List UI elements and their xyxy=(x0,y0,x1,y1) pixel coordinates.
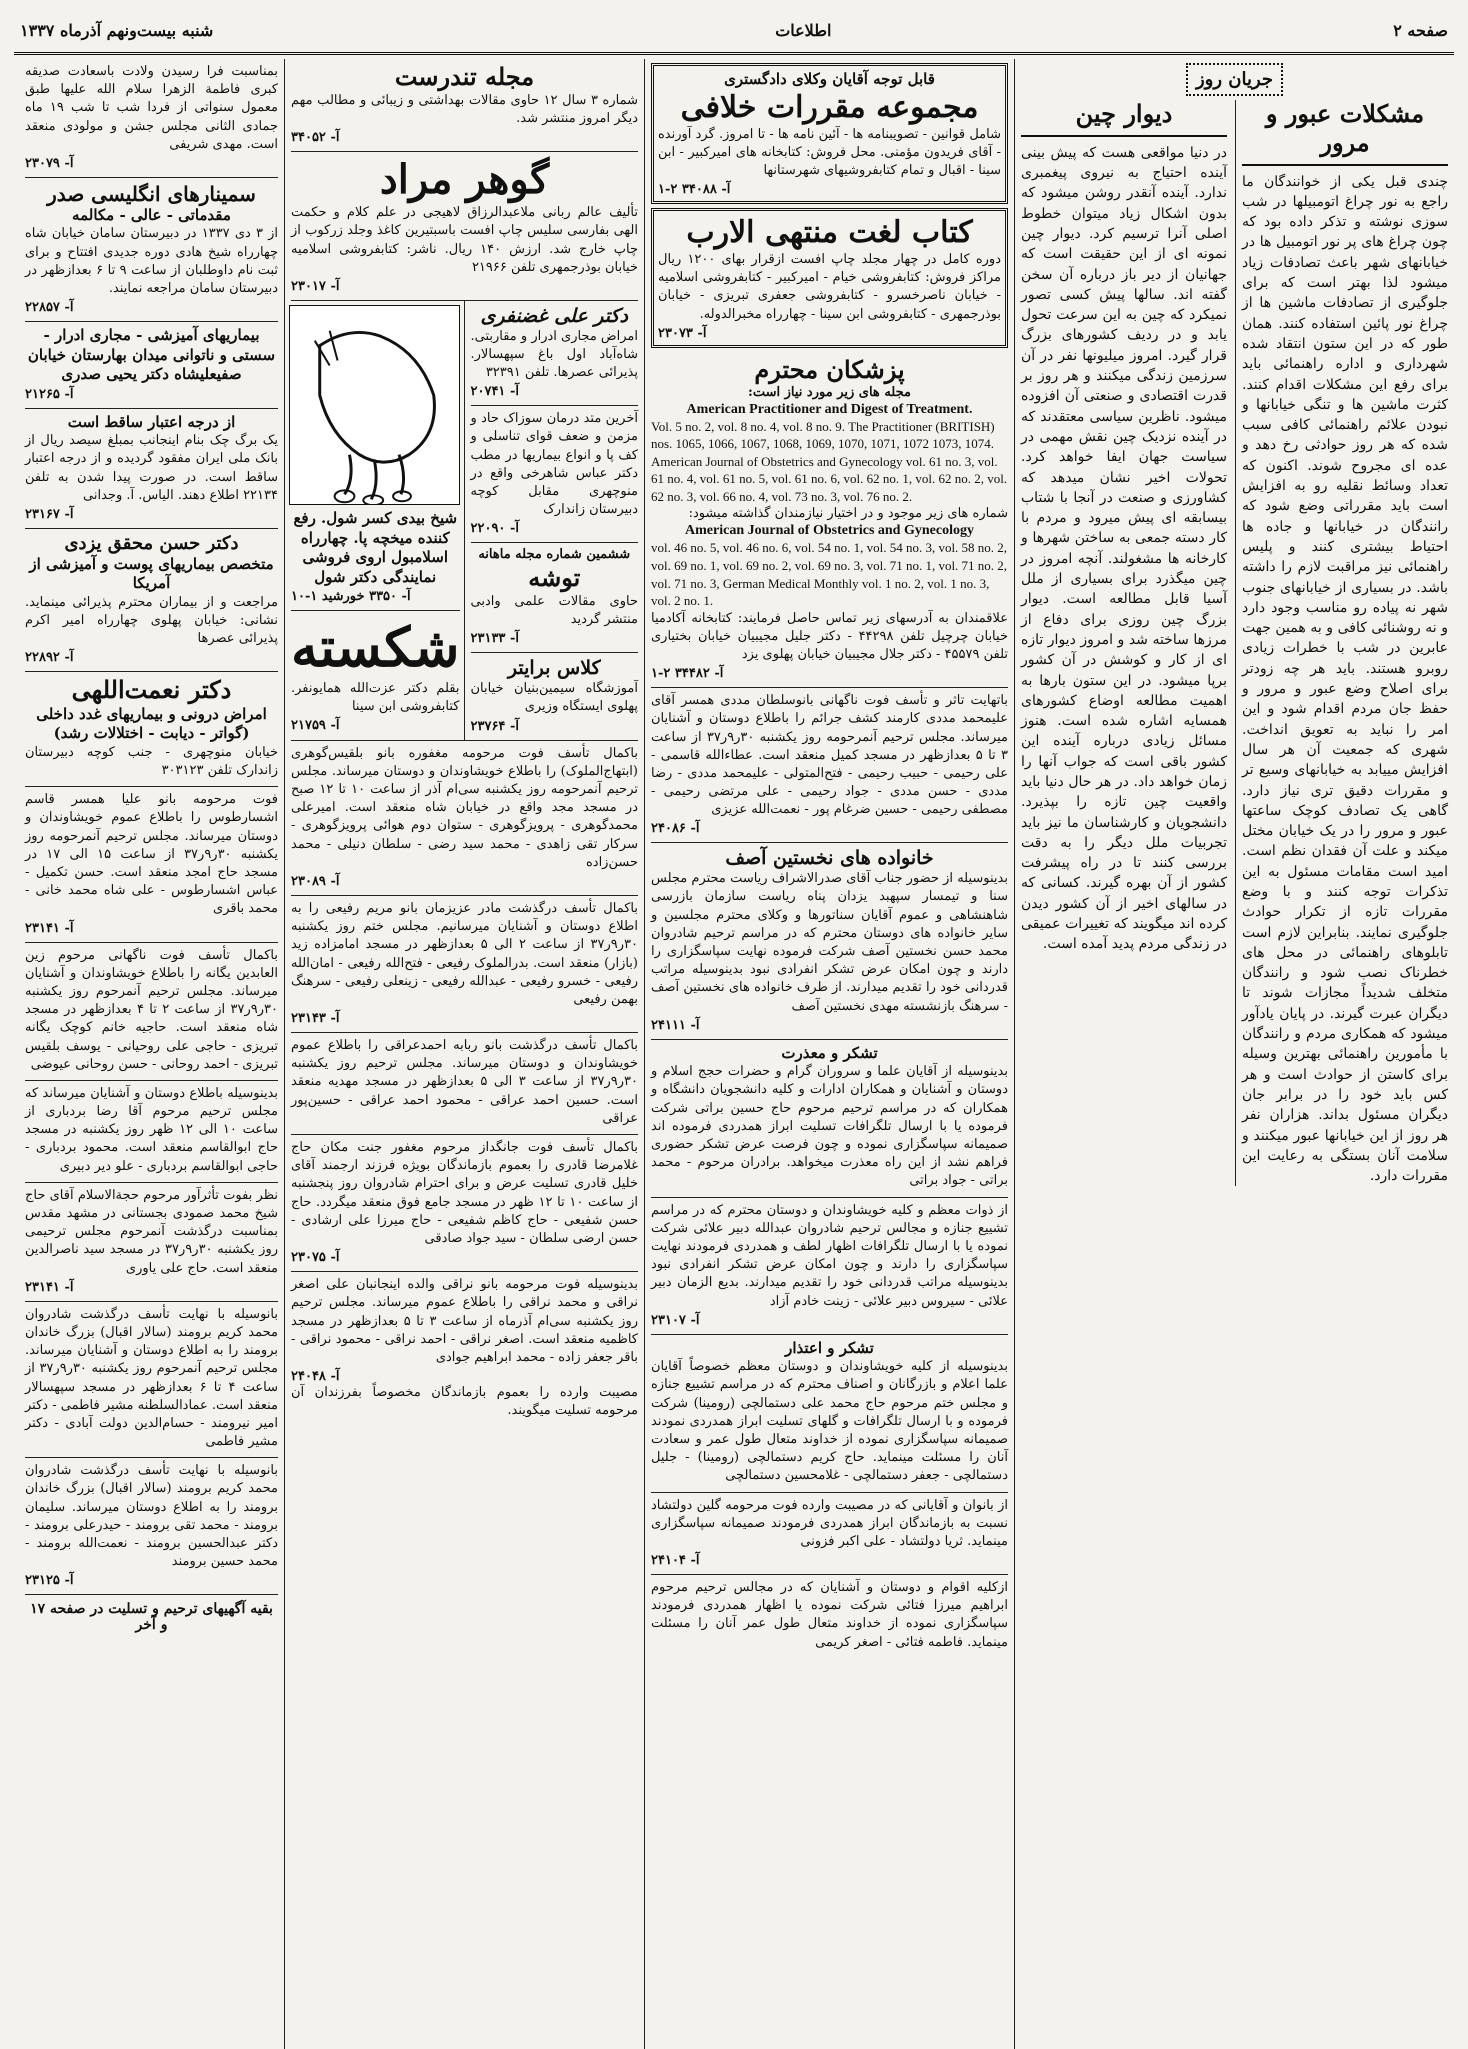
thanks-romina-title: تشکر و اعتذار xyxy=(785,1338,874,1357)
tushe-body: حاوی مقالات علمی وادبی منتشر گردید xyxy=(470,594,638,628)
doctors-ad xyxy=(651,352,1008,688)
class-ad xyxy=(471,653,639,739)
obituary-boroumand-2-text: بانوسیله با نهایت تأسف درگذشت شادروان محمد کریم برومند (سالار اقبال) بزرگ خاندان برومند را به اطلاع دوستان میرساند. سلیمان برومند - محمد تقی برومند - حیدرعلی برومند - دکتر عبدالحسین برومند - نعمت‌الله برومند - محمد حسین برومند xyxy=(25,1463,278,1570)
column-left-center xyxy=(284,59,644,2049)
shekaste-title: شکسته xyxy=(291,615,460,680)
thanks-romina-body: بدینوسیله از کلیه خویشاوندان و دوستان معظم خصوصاً آقایان علما اعلام و بازرگانان و اصناف محترم که در مراسم تشییع جنازه و مجلس ختم مرحوم حاج محمد علی دستمالچی (رومینا) شرکت فرموده و با ارسال تلگرافات و گلهای تسلیت ابراز همدردی نمودند صمیمانه سپاسگزاری نموده از خداوند متعال طول عمر و سعادت آنان را مسئلت مینماید. حاج کریم دستمالچی (رومینا) - جلیل دستمالچی - جعفر دستمالچی - غلامحسین دستمالچی xyxy=(651,1359,1008,1484)
english-title: سمینارهای انگلیسی صدر xyxy=(47,181,256,206)
health-code: آ- ۳۴۰۵۲ xyxy=(291,130,340,146)
foot-remedy-caption: شیخ بیدی کسر شول. رفع کننده میخچه پا. چهارراه اسلامبول اروی فروشی نمایندگی دکتر شول xyxy=(293,509,458,586)
celebration-notice xyxy=(25,59,278,178)
tushe-ad xyxy=(471,543,639,653)
obituary-gohari xyxy=(291,741,638,896)
obituary-rafiei-text: باکمال تأسف درگذشت مادر عزیزمان بانو مریم رفیعی را به اطلاع دوستان و آشنایان میرسانیم. مجلس ختم روز یکشنبه ۳۰ر۹ر۳۷ از ساعت ۲ الی ۵ بعدازظهر در مسجد امامزاده زید (بازار) منعقد است. بدرالملوک رفیعی - فتح‌الله رفیعی - امان‌الله رفیعی - خسرو رفیعی - عبدالله رفیعی - زینعلی رفیعی - سرهنگ بهمن رفیعی xyxy=(291,900,638,1007)
obituary-rafiei-code: آ- ۲۳۱۴۳ xyxy=(291,1011,340,1027)
tushe-code: آ- ۲۳۱۳۳ xyxy=(470,631,519,647)
english-subtitle: مقدماتی - عالی - مکالمه xyxy=(72,205,231,224)
cheque-void-notice xyxy=(25,409,278,529)
obituary-boroumand-1-text: بانوسیله با نهایت تأسف درگذشت شادروان محمد کریم برومند (سالار اقبال) بزرگ خاندان برومند را به اطلاع دوستان و آشنایان میرساند. مجلس ترحیم آنمرحوم روز یکشنبه ۳۰ر۹ر۳۷ از ساعت ۴ تا ۶ بعدازظهر در مسجد سپهسالار منعقد است. عمادالسلطنه مشیر فاطمی - دکتر امیر نیرومند - حسام‌الدین دولت آبادی - دکتر مشیر فاطمی xyxy=(25,1306,279,1450)
obituary-ghaderi-code: آ- ۲۳۰۷۵ xyxy=(291,1250,340,1266)
tushe-title: توشه xyxy=(528,563,581,593)
gohar-title: گوهر مراد xyxy=(379,156,550,204)
obituary-gohari-text: باکمال تأسف فوت مرحومه مغفوره بانو بلقیس‌گوهری (ابتهاج‌الملوک) را باطلاع خویشاوندان و دوستان میرساند. مجلس ترحیم آنمرحومه روز یکشنبه سی‌ام آذر از ساعت ۱۰ تا ۱۲ صبح در مسجد مجد واقع در خیابان شاه منعقد است. امیرعلی محمدگوهری - پرویزگوهری - ستوان دوم هوائی پرویزگوهری - سرکار تقی زاهدی - محمد سید رضی - سلطان دنیلی - محمد حسن‌زاده xyxy=(291,745,638,870)
nemat-body: خیابان منوچهری - جنب کوچه دبیرستان زاندارک تلفن ۳۰۳۱۲۳ xyxy=(25,744,278,779)
thanks-dowlatshad xyxy=(651,1493,1008,1576)
dictionary-body: دوره کامل در چهار مجلد چاپ افست ازقرار بهای ۱۲۰۰ ریال مراکز فروش: کتابفروشی خیام - امیرکبیر - کتابفروشی اسلامیه - خیابان ناصرخسرو - کتابفروشی جعفری تبریزی - خیابان بوذرجمهری - کتابفروشی ابن سینا - چهارراه مخبرالدوله. xyxy=(658,252,1001,322)
thanks-fatai xyxy=(651,1575,1008,1658)
traffic-title: مشکلات عبور و مرور xyxy=(1265,99,1425,157)
doctor-nematollahi-ad xyxy=(25,672,278,787)
urology-body: بیماریهای آمیزشی - مجاری ادرار - سستی و ناتوانی میدان بهارستان خیابان صفیعلیشاه دکتر یحیی صدری xyxy=(27,326,276,384)
gohar-book-ad xyxy=(291,152,638,301)
thanks-dabir xyxy=(651,1198,1008,1335)
thanks-barati-body: بدینوسیله از آقایان علما و سروران گرام و حضرات حجج اسلام و دوستان و آشنایان و همکاران ادارات و کلیه دانشجویان دانشگاه و همکاران که در مراسم ترحیم مرحوم حاج حسین براتی شرکت فرموده یا با ارسال تلگرافات تسلیت ابراز همدردی فرموده اند صمیمانه سپاسگزاری نموده و چون فرصت عرض تشکر حضوری فراهم نشد از این راه معذرت میخواهد. برادران مرحوم - محمد براتی - جواد براتی xyxy=(651,1064,1008,1189)
celebration-code: آ- ۲۳۰۷۹ xyxy=(25,155,74,171)
family-asef-title: خانواده های نخستین آصف xyxy=(725,847,934,870)
cheque-body: یک برگ چک بنام اینجانب بمبلغ سیصد ریال از بانک ملی ایران مفقود گردیده و از درجه اعتبار ساقط است. در صورت پیدا شدن به تلفن ۲۲۱۳۴ اطلاع دهند. الیاس. آ. وجدانی xyxy=(25,433,278,503)
foot-remedy-code: آ- ۳۳۵۰ خورشید ۱-۱۰ xyxy=(291,589,411,605)
obituary-boroumand-2 xyxy=(25,1458,278,1595)
doctors-middle: شماره های زیر موجود و در اختیار نیازمندان گذاشته میشود: xyxy=(688,506,1008,522)
obituary-ashsartus-text: فوت مرحومه بانو علیا همسر قاسم اشسارطوس را باطلاع عموم خویشاوندان و دوستان میرساند. مجلس ترحیم آنمرحومه روز یکشنبه ۳۰ر۹ر۳۷ از ساعت ۱۵ الی ۱۷ در مسجد حاج امجد منعقد است. حسن تکمیل - عباس اشسارطوس - علی شاه محمد خانی - محمد باقری xyxy=(25,792,278,917)
tushe-head: ششمین شماره مجله ماهانه xyxy=(478,547,631,563)
obituary-gohari-code: آ- ۲۳۰۸۹ xyxy=(291,873,340,889)
english-seminar-ad xyxy=(25,178,278,322)
doctors-contact: علاقمندان به آدرسهای زیر تماس حاصل فرمایند: کتابخانه آکادمیا خیابان چرچیل تلفن ۴۴۲۹۸ - دکتر جلیل مجیبیان خیابان بختیاری تلفن ۴۵۵۷۹ - دکتر جلال مجیبیان خیابان پهلوی یزد xyxy=(651,610,1008,662)
column-left xyxy=(19,59,284,2049)
thanks-dowlatshad-code: آ- ۲۴۱۰۴ xyxy=(651,1553,700,1569)
legal-title: مجموعه مقررات خلافی xyxy=(680,89,979,125)
celebration-text: بمناسبت فرا رسیدن ولادت باسعادت صدیقه کبری فاطمة الزهرا سلام الله علیها طبق معمول سنواتی از فردا شب تا شب ۱۹ ماه جمادی الثانی مجلس جشن و مولودی منعقد است. مهدی شریفی xyxy=(25,64,278,152)
treatment-code: آ- ۲۲۰۹۰ xyxy=(470,521,519,537)
nemat-title: دکتر نعمت‌اللهی xyxy=(71,675,232,705)
page-number: صفحه ۲ xyxy=(1393,20,1448,40)
journal-2-title: American Journal of Obstetrics and Gynecology xyxy=(685,523,974,539)
yazdi-subtitle: متخصص بیماریهای پوست و آمیزشی از آمریکا xyxy=(29,554,274,593)
family-asef-code: آ- ۲۴۱۱۱ xyxy=(651,1017,700,1033)
yazdi-title: دکتر حسن محقق یزدی xyxy=(64,532,239,554)
obituary-ghaderi xyxy=(291,1135,638,1272)
doctors-code: آ- ۳۴۴۸۲ ۲-۱ xyxy=(651,666,724,682)
foot-remedy-ad xyxy=(291,301,460,611)
obituary-ashsartus-code: آ- ۲۳۱۴۱ xyxy=(25,920,74,936)
traffic-article xyxy=(1235,100,1448,1186)
obituary-samoudi-code: آ- ۲۳۱۴۱ xyxy=(25,1279,74,1295)
yazdi-body: مراجعت و از بیماران محترم پذیرائی مینماید. نشانی: خیابان پهلوی چهارراه امیر اکرم پذیرائی عصرها xyxy=(25,594,278,646)
doctor-signature: دکتر علی غضنفری xyxy=(480,304,629,327)
obituary-ashsartus xyxy=(25,787,278,942)
obituary-samoudi xyxy=(25,1183,278,1302)
doctor-ghazanfari-ad xyxy=(471,301,639,406)
obituary-naraghi-tail: مصیبت وارده را بعموم بازماندگان مخصوصاً بفرزندان آن مرحومه تسلیت میگویند. xyxy=(291,1385,638,1419)
dictionary-code: آ- ۲۳۰۷۳ xyxy=(658,325,707,341)
journal-1-title: American Practitioner and Digest of Treatment. xyxy=(686,401,973,417)
obituary-boroumand-2-code: آ- ۲۳۱۲۵ xyxy=(25,1573,74,1589)
cheque-code: آ- ۲۳۱۶۷ xyxy=(25,506,74,522)
shekaste-body: بقلم دکتر عزت‌الله همایونفر. کتابفروشی ابن سینا xyxy=(291,680,460,715)
family-asef xyxy=(651,843,1008,1039)
nemat-subtitle: امراض درونی و بیماریهای غدد داخلی (گواتر - دیابت - اختلالات رشد) xyxy=(36,704,267,743)
thanks-barati-title: تشکر و معذرت xyxy=(781,1043,878,1062)
thanks-romina xyxy=(651,1335,1008,1493)
continued-note: بقیه آگهیهای ترحیم و تسلیت در صفحه ۱۷ و آخر xyxy=(30,1601,273,1634)
health-body: شماره ۳ سال ۱۲ حاوی مقالات بهداشتی و زیبائی و مطالب مهم دیگر امروز منتشر شد. xyxy=(291,92,638,126)
treatment-ad xyxy=(471,406,639,543)
obituary-ghaderi-text: باکمال تأسف فوت جانگداز مرحوم مغفور جنت مکان حاج غلامرضا قادری را بعموم بازماندگان بویژه فرزند ارجمند آقای خلیل قادری تسلیت عرض و برای احترام شادروان روز پنجشنبه از ساعت ۱۰ تا ۱۲ ظهر در مسجد جامع فوق منعقد میگردد. حاج حسن شفیعی - حاج کاظم شفیعی - حاج میرزا علی ارشادی - حسن ارضی سلطان - سید جواد صادقی xyxy=(291,1140,638,1246)
urology-code: آ- ۲۱۲۶۵ xyxy=(25,386,74,402)
doctor-code: آ- ۲۰۷۴۱ xyxy=(470,384,519,400)
obituary-rafiei xyxy=(291,896,638,1033)
class-title: کلاس برایتر xyxy=(507,657,601,680)
treatment-body: آخرین متد درمان سوزاک حاد و مزمن و ضعف قوای تناسلی و کف پا و انواع بیماریها در مطب دکتر عباس شاهرخی واقع در منوچهری مقابل کوچه دبیرستان زاندارک xyxy=(470,411,638,518)
thanks-barati xyxy=(651,1040,1008,1198)
issue-date: شنبه بیست‌ونهم آذرماه ۱۳۳۷ xyxy=(20,20,214,40)
family-asef-body: بدینوسیله از حضور جناب آقای صدرالاشراف ریاست محترم مجلس سنا و تیمسار سپهبد یزدان پناه ریاست سازمان بازرسی شاهنشاهی و عموم آقایان سناتورها و وکلای محترم مجلسین و سایر خانواده های دوستان محترم که در مراسم ترحیم شادروان محمد حسن نخستین آصف شرکت فرموده نهایت سپاسگزاری را دارند و چون امکان عرض تشکر انفرادی نبود بدینوسیله مراتب قدردانی خود را تقدیم میدارند. از طرف خانواده های نخستین آصف - سرهنگ بازنشسته مهدی نخستین آصف xyxy=(651,871,1008,1014)
shekaste-code: آ- ۲۱۷۵۹ xyxy=(291,718,340,734)
obituary-araghi xyxy=(291,1033,638,1135)
class-code: آ- ۲۳۷۶۴ xyxy=(470,718,519,734)
journal-1-volumes: Vol. 5 no. 2, vol. 8 no. 4, vol. 8 no. 9. The Practitioner (BRITISH) nos. 1065, 1066, 1067, 1068, 1069, 1070, 1071, 1072 1073, 1074. American Journal of Obstetrics and Gynecology vol. 61 no. 3, vol. 61 no. 4, vol. 61 no. 5, vol. 61 no. 6, vol. 62 no. 1, vol. 62 no. 2, vol. 62 no. 3, vol. 66 no. 4, vol. 73 no. 3, vol. 76 no. 2. xyxy=(651,418,1008,504)
yazdi-code: آ- ۲۲۸۹۲ xyxy=(25,650,74,666)
wall-article xyxy=(1021,100,1227,1186)
obituary-samoudi-text: نظر بفوت تأثرآور مرحوم حجةالاسلام آقای حاج شیخ محمد صمودی بجستانی در مشهد مقدس بمناسبت درگذشت آنمرحوم مجلس ترحیمی روز یکشنبه ۳۰ر۹ر۳۷ در مسجد سید ناصرالدین منعقد است. حاج علی یاوری xyxy=(25,1187,279,1276)
wall-title: دیوار چین xyxy=(1075,99,1173,128)
english-code: آ- ۲۲۸۵۷ xyxy=(25,300,74,316)
obituary-bordbari xyxy=(25,1081,278,1183)
legal-ad xyxy=(651,63,1008,204)
legal-code: آ- ۳۴۰۸۸ ۲-۱ xyxy=(658,182,731,198)
gohar-body: تألیف عالم ربانی ملاعبدالرزاق لاهیجی در علم کلام و حکمت الهی بفارسی سلیس چاپ افست باسبتیرین کاغذ وجلد زرکوب از چاپ خارج شد. ارزش ۱۴۰ ریال. ناشر: کتابفروشی اسلامیه خیابان بوذرجمهری تلفن ۲۱۹۶۶ xyxy=(291,205,638,275)
gohar-code: آ- ۲۳۰۱۷ xyxy=(291,278,340,294)
daily-current-badge: جریان روز xyxy=(1186,63,1283,96)
traffic-body: چندی قبل یکی از خوانندگان ما راجع به نور چراغ اتومبیلها در شب سوزی نوشته و تذکر داده بود که چون چراغ های پر نور اتومبیل ها در خیابانهای شهر باعث تصادفات زیاد میشود لذا بهتر است که برای جلوگیری از تصادفات ماشین ها از چراغ نور پائین استفاده کنند. همان طور که در این ستون انتقاد شده شهرداری و اداره راهنمائی باید برای رفع این مشکلات اقدام کنند. کثرت ماشین ها و تنگی خیابانها و نبودن علائم راهنمائی کافی سبب شده که هر روز حوادثی رخ دهد و عده ای مجروح شوند. اکنون که تعداد وسائط نقلیه رو به افزایش است باید مقرراتی وضع شود که رانندگان در خیابانها و جاده ها احتیاط بیشتری کنند و پلیس راهنمائی نیز مراقبت لازم را داشته باشد. در بسیاری از خیابانهای جنوب شهر نه پیاده رو مناسب وجود دارد و نه روشنائی کافی و به همین جهت عابرین در شب با خطرات زیادی روبرو هستند. باید هر چه زودتر برای اصلاح وضع عبور و مرور و حفظ جان مردم اقدام شود و این امر را نباید به تعویق انداخت. شهری که جمعیت آن هر سال افزایش مییابد به خیابانهای وسیع تر و مقررات دقیق تری نیاز دارد. گاهی یک تصادف کوچک ساعتها عبور و مرور را در یک خیابان مختل میکند و علت آن فقدان نظم است. امید است مقامات مسئول به این تذکرات توجه کنند و با وضع مقررات تازه از تکرار حوادث جلوگیری نمایند. بنابراین لازم است تابلوهای راهنمائی در محل های خطرناک نصب شود و رانندگان متخلف شدیداً مجازات شوند تا دیگران عبرت گیرند. در پایان یادآور میشود که همکاری مردم و رانندگان با مأمورین راهنمائی بهترین وسیله برای کاستن از حوادث است و هر کس باید خود را در برابر جان دیگران مسئول بداند. هزاران نفر هر روز از این خیابانها عبور میکنند و سلامت آنان بستگی به رعایت این مقررات دارد. xyxy=(1242,173,1448,1185)
dictionary-title: کتاب لغت منتهی الارب xyxy=(686,215,973,251)
doctor-body: امراض مجاری ادرار و مقاربتی. شاه‌آباد اول باغ سپهسالار. پذیرائی عصرها. تلفن ۳۲۳۹۱ xyxy=(470,328,638,381)
obituary-madadi-text: باتهایت تاثر و تأسف فوت ناگهانی بانوسلطان مددی همسر آقای علیمحمد مددی کارمند کشف جرائم را باطلاع دوستان و آشنایان میرساند. مجلس ترحیم آنمرحومه روز یکشنبه ۳۰ر۹ر۳۷ از ساعت ۳ تا ۵ بعدازظهر در مسجد کمیل منعقد است. عطاءالله قاسمی - علی رحیمی - حبیب رحیمی - فتح‌المتولی - علیمحمد مددی - رضا مددی - حسن مددی - جواد رحیمی - علی مرتضی رحیمی - مصطفی رحیمی - حسین ضرغام پور - نعمت‌الله عزیزی xyxy=(651,693,1009,818)
doctors-title: پزشکان محترم xyxy=(754,354,905,384)
obituary-naraghi xyxy=(291,1272,638,1426)
masthead xyxy=(14,8,1454,55)
doctors-subtitle: مجله های زیر مورد نیاز است: xyxy=(748,384,911,400)
foot-illustration xyxy=(289,305,460,505)
wall-body: در دنیا مواقعی هست که پیش بینی آینده احتیاج به نیروی پیغمبری ندارد. آینده آنقدر روشن میشود که بدون اشکال زیاد میتوان خطوط اصلی آنرا ترسیم کرد. دیوار چین نمونه ای از این حقیقت است که جهانیان از دیر باز درباره آن سخن گفته اند. سالها پیش کسی تصور نمیکرد که چین به این سرعت تحول یابد و در ردیف کشورهای بزرگ قرار گیرد. امروز میلیونها نفر در آن سرزمین زندگی میکنند و هر روز بر قدرت اقتصادی و صنعتی آن افزوده میشود. ناظرین سیاسی معتقدند که در آینده نزدیک چین نقش مهمی در سیاست جهان ایفا خواهد کرد. تحولات اخیر نشان میدهد که کشاورزی و صنعت در آنجا با شتاب بیسابقه ای پیش میرود و مردم با کار دسته جمعی به ساختن شهرها و کارخانه ها مشغولند. آنچه امروز در چین میگذرد برای بسیاری از ملل آسیا قابل مطالعه است. دیوار بزرگ چین روزی برای دفاع از مرزها ساخته شد و امروز دیوار تازه ای از کار و کوشش در آن کشور برپا میشود. در این ستون بارها به اهمیت مطالعه اوضاع کشورهای همسایه اشاره شده است. هنوز مسائل زیادی درباره آینده این کشور باقی است که جواب آنها را زمان خواهد داد. در هر حال دنیا باید واقعیت چین تازه را بپذیرد. دانشجویان و کارشناسان ما نیز باید تجربیات ملل دیگر را به دقت بررسی کنند تا در راه پیشرفت کشور از آن بهره گیرند. کسانی که در سالهای اخیر از آن کشور دیدن کرده اند میگویند که تغییرات عمیقی در زندگی مردم پدید آمده است. xyxy=(1021,144,1227,953)
thanks-fatai-body: ازکلیه اقوام و دوستان و آشنایان که در مجالس ترحیم مرحوم ابراهیم میرزا فتائی شرکت نموده یا اظهار همدردی فرمودند سپاسگزاری نموده از خداوند متعال طول عمر آنان را مسئلت مینماید. فاطمه فتائی - اصغر کریمی xyxy=(651,1580,1008,1650)
column-right-center xyxy=(644,59,1014,2049)
class-body: آموزشگاه سیمین‌بنیان خیابان پهلوی ایستگاه وزیری xyxy=(470,681,638,715)
obituary-bordbari-text: بدینوسیله باطلاع دوستان و آشنایان میرساند که مجلس ترحیم مرحوم آقا رضا بردباری از ساعت ۱۰ الی ۱۲ ظهر روز یکشنبه در مسجد حاج ابوالقاسم منعقد است. محمود بردباری - حاجی ابوالقاسم بردباری - علو دیر دبیری xyxy=(25,1085,278,1174)
thanks-dowlatshad-body: از بانوان و آقایانی که در مصیبت وارده فوت مرحومه گلین دولتشاد نسبت به بازماندگان ابراز همدردی فرمودند صمیمانه سپاسگزاری مینماید. ثریا دولتشاد - علی اکبر فزونی xyxy=(651,1497,1008,1549)
obituary-madadi xyxy=(651,688,1008,843)
obituary-yegane xyxy=(25,943,278,1081)
obituary-naraghi-text: بدینوسیله فوت مرحومه بانو نراقی والده اینجانبان علی اصغر نراقی و محمد نراقی را باطلاع عموم میرساند. مجلس ترحیم روز یکشنبه سی‌ام آذرماه از ساعت ۳ تا ۵ بعدازظهر در مسجد کاظمیه منعقد است. اصغر نراقی - احمد نراقی - محمود نراقی - باقر جعفر زاده - محمد ابراهیم جوادی xyxy=(291,1277,639,1365)
urology-ad xyxy=(25,322,278,409)
obituary-boroumand-1 xyxy=(25,1302,278,1459)
health-magazine-ad xyxy=(291,59,638,152)
paper-name: اطلاعات xyxy=(775,20,832,40)
cheque-title: از درجه اعتبار ساقط است xyxy=(67,412,236,431)
journal-2-volumes: vol. 46 no. 5, vol. 46 no. 6, vol. 54 no. 1, vol. 54 no. 3, vol. 58 no. 2, vol. 69 no. 1, vol. 69 no. 2, vol. 69 no. 3, vol. 71 no. 1, vol. 71 no. 2, vol. 71 no. 3, German Medical Monthly vol. 1 no. 2, vol. 1 no. 3, vol. 2 no. 1. xyxy=(651,540,1008,609)
thanks-dabir-code: آ- ۲۳۱۰۷ xyxy=(651,1312,700,1328)
dictionary-ad xyxy=(651,208,1008,348)
column-right xyxy=(1014,59,1454,2049)
obituary-madadi-code: آ- ۲۴۰۸۶ xyxy=(651,821,700,837)
obituary-araghi-text: باکمال تأسف درگذشت بانو ربابه احمدعراقی را باطلاع عموم خویشاوندان و دوستان میرساند. مجلس ترحیم روز یکشنبه ۳۰ر۹ر۳۷ از ساعت ۳ الی ۵ بعدازظهر در مسجد مهدیه منعقد است. حسین احمد عراقی - محمود احمد عراقی - حسین‌پور عراقی xyxy=(291,1038,638,1126)
obituary-naraghi-code: آ- ۲۴۰۴۸ xyxy=(291,1369,340,1385)
shekaste-book-ad xyxy=(291,611,460,739)
thanks-dabir-body: از ذوات معظم و کلیه خویشاوندان و دوستان محترم که در مراسم تشییع جنازه و مجالس ترحیم شادروان عبدالله دبیر علائی شرکت نموده یا با ارسال تلگرافات اظهار لطف و همدردی فرمودند نهایت سپاسگزاری را دارند و چون امکان عرض تشکر انفرادی نبود بدینوسیله مراتب قدردانی خود را تقدیم میدارند. بدیع الزمان دبیر علائی - سیروس دبیر علائی - زینت خادم آزاد xyxy=(651,1202,1008,1309)
columns xyxy=(14,59,1454,2049)
legal-body: شامل قوانین - تصویبنامه ها - آئین نامه ها - تا امروز. گرد آورنده - آقای فریدون مؤمنی. محل فروش: کتابخانه های امیرکبیر - ابن سینا - اقبال و تمام کتابفروشیهای شهرستانها xyxy=(658,126,1001,178)
health-title: مجله تندرست xyxy=(394,62,535,91)
legal-notice: قابل توجه آقایان وکلای دادگستری xyxy=(724,70,935,88)
obituary-yegane-text: باکمال تأسف فوت ناگهانی مرحوم زین العابدین یگانه را باطلاع خویشاوندان و آشنایان میرساند. مجلس ترحیم آنمرحوم روز یکشنبه ۳۰ر۹ر۳۷ از ساعت ۲ تا ۴ بعدازظهر در مسجد شاه منعقد است. حاجیه خانم کوچک یگانه تبریزی - حاجی علی روحیانی - یوسف بلقیس تبریزی - احمد روحانی - حسن روحانی عیوضی xyxy=(25,947,278,1072)
small-ads-stack xyxy=(471,301,639,740)
english-body: از ۳ دی ۱۳۳۷ در دبیرستان سامان خیابان شاه چهارراه شیخ هادی دوره جدیدی افتتاح و برای ثبت نام داوطلبان از ساعت ۹ تا ۶ بعدازظهر در دبیرستان سامان مراجعه نمایند. xyxy=(25,226,279,296)
doctor-yazdi-ad xyxy=(25,529,278,672)
